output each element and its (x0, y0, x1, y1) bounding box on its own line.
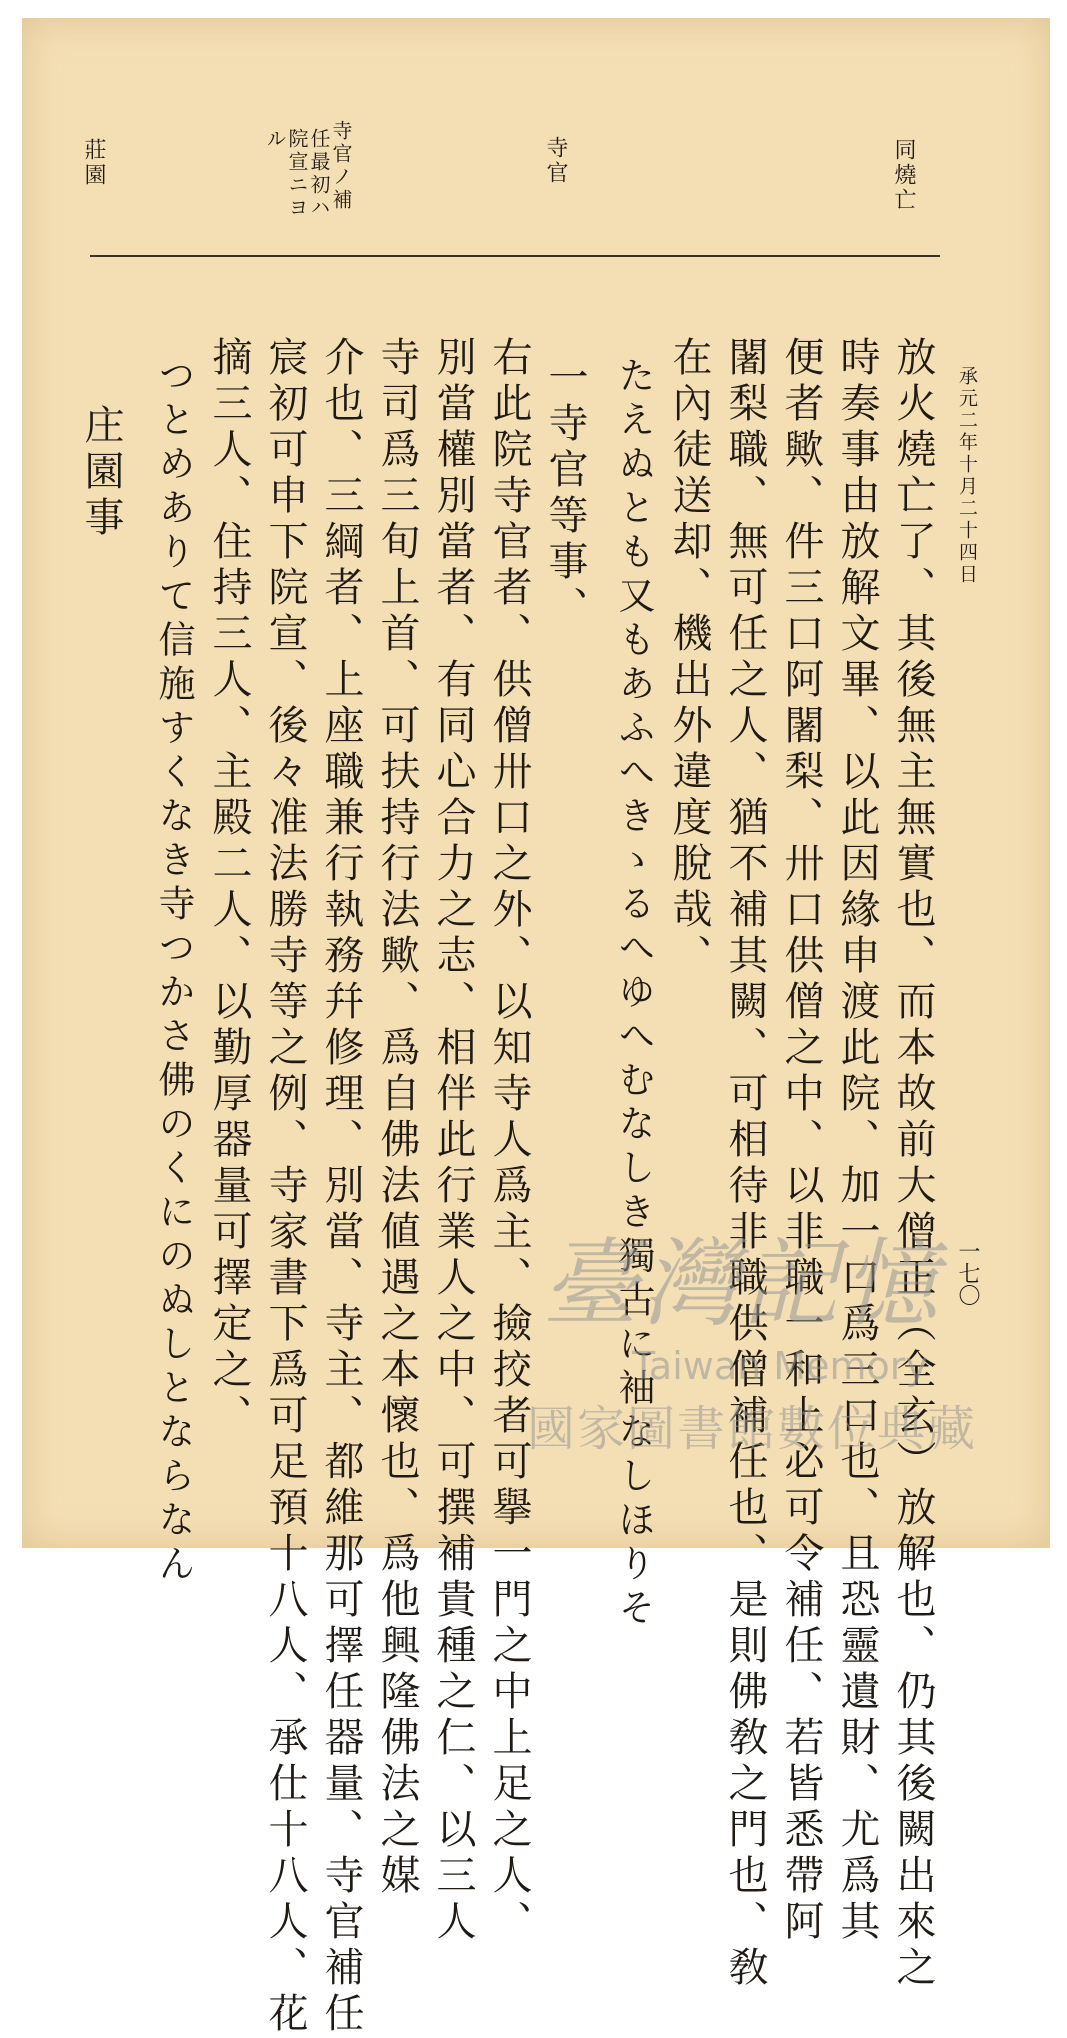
poem-line: つとめありて信施すくなき寺つかさ佛のくにのぬしとならなん (152, 356, 195, 1588)
section-heading-temple-officials: 一寺官等事、 (542, 356, 588, 632)
watermark-english: Taiwan Memory (632, 1344, 928, 1388)
margin-note-temple-official: 寺官 (543, 136, 568, 186)
body-column: 時奏事由放解文畢、以此因緣申渡此院、加一口爲三口也、且恐靈遺財、尤爲其 (834, 336, 880, 1946)
running-date: 承元二年十月二十四日 (956, 366, 978, 586)
page (22, 18, 1050, 2038)
body-column: 放火燒亡了、其後無主無實也、而本故前大僧正（全玄）放解也、仍其後闕出來之 (890, 336, 936, 1992)
margin-note-burning: 同燒亡 (891, 138, 916, 213)
body-column: 宸初可申下院宣、後々准法勝寺等之例、寺家書下爲可足預十八人、承仕十八人、花 (262, 336, 308, 2038)
watermark-logo-script: 臺灣記憶 (542, 1228, 942, 1340)
body-column: 便者歟、件三口阿闍梨、卅口供僧之中、以非職一和上必可令補任、若皆悉帶阿 (778, 336, 824, 1946)
body-column: 摘三人、住持三人、主殿二人、以勤厚器量可擇定之、 (206, 336, 252, 1440)
body-column: 在內徒送却、機出外違度脫哉、 (666, 336, 712, 980)
section-heading-manor: 庄園事 (78, 404, 124, 542)
margin-note-first-appointment-4: ル (263, 128, 287, 151)
body-column: 介也、三綱者、上座職兼行執務幷修理、別當、寺主、都維那可擇任器量、寺官補任 (318, 336, 364, 2038)
page-number: 一七〇 (955, 1240, 980, 1306)
body-column: 別當權別當者、有同心合力之志、相伴此行業人之中、可撰補貴種之仁、以三人 (430, 336, 476, 1946)
watermark-chinese: 國家圖書館數位典藏 (527, 1401, 978, 1457)
body-column: 右此院寺官者、供僧卅口之外、以知寺人爲主、撿挍者可擧一門之中上足之人、 (486, 336, 532, 1946)
header-rule (90, 255, 940, 257)
body-column: 闍梨職、無可任之人、猶不補其闕、可相待非職供僧補任也、是則佛敎之門也、敎 (722, 336, 768, 1992)
margin-note-first-appointment-1: 寺官ノ補 (329, 120, 353, 212)
poem-line: たえぬとも又もあふへきゝるへゆへむなしき獨古に袖なしほりそ (612, 356, 655, 1632)
margin-note-manor: 莊園 (81, 138, 106, 188)
margin-note-first-appointment-2: 任最初ハ (307, 128, 331, 220)
body-column: 寺司爲三旬上首、可扶持行法歟、爲自佛法値遇之本懷也、爲他興隆佛法之媒 (374, 336, 420, 1900)
margin-note-first-appointment-3: 院宣ニヨ (285, 128, 309, 220)
